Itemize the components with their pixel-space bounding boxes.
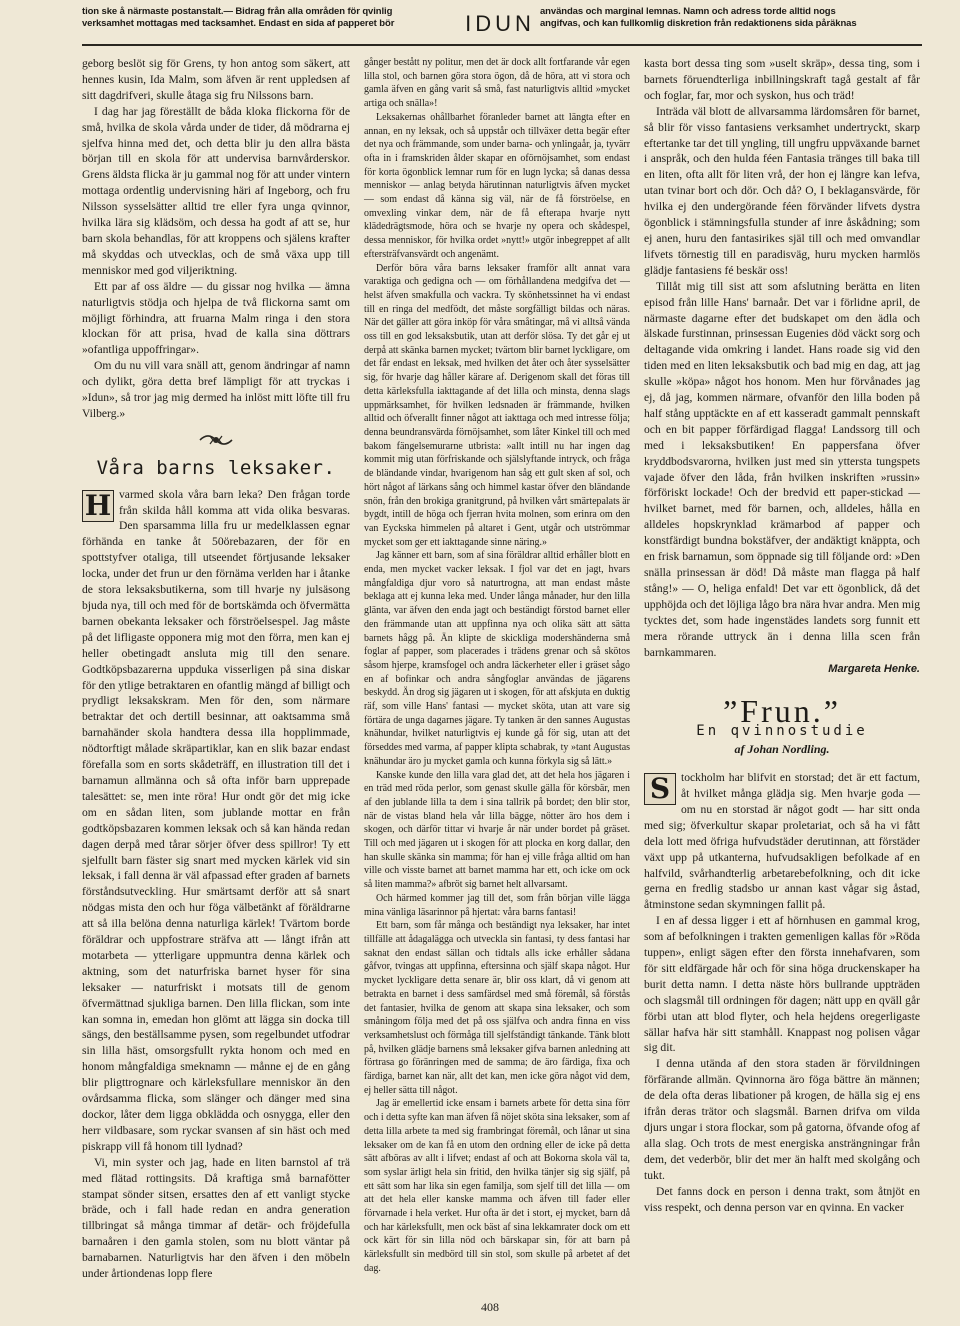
paragraph: gånger bestått ny politur, men det är dock allt fortfarande vår egen lilla stol, och barnen göra stora ögon, då de höra, att vi stora och gamla äfven en gång varit så små, fast naturligtvis alltid »mycket artiga och snälla»! [364, 57, 630, 110]
paragraph: geborg beslöt sig för Grens, ty hon antog som säkert, att hennes kusin, Ida Malm, som äfven är rent uppledsen af sitt dagdrifveri, skulle åtaga sig fru Nilssons barn. [82, 57, 350, 102]
story-author: af Johan Nordling. [734, 742, 830, 757]
paragraph: I en af dessa ligger i ett af hörnhusen en gammal krog, som af befolkningen i trakten gemenligen kallas för »Röda tuppen», enligt sägen efter den första innehafvaren, som för sitt eldfärgade hår och för sina höga druckenskaper ha burit detta namn. I detta näste hörs bullrande uppträden och slagsmål till ordningen för dagen; nätt upp en qväll går förbi utan att blod flyter, och hela hejdens oregerligaste sällar hafva här sitt stamhåll. Knappast nog polisen vågar sig dit. [644, 914, 920, 1055]
story-subtitle: En qvinnostudie [696, 723, 868, 740]
section-title: Våra barns leksaker. [96, 456, 336, 479]
paragraph: Tillåt mig till sist att som afslutning berätta en liten episod från lille Hans' barnaår. Det var i förlidne april, de närmaste dagarne efter det budskapet om den ädla och älskade furstinnan, prinsessan Eugenies död väckt sorg och deltagande vida omkring i landet. Hans roade sig vid den tiden med en liten leksaksbutik och bad mig en dag, att jag skulle »köpa» något hos honom. Men hur förvånades jag ej, då jag, kommen närmare, ofvanför den lilla boden på half stång upptäckte en af ett kasseradt gammalt pennskaft och en bit papper förfärdigad flagga! Landssorg till och med i leksaksbutiken! En pappersfana öfver kryddbodsvarorna, hvilken just med sin yttersta tungspets vajade öfver den låda, från hvilken inskriften »russin» förföriskt lockade! Och der bredvid ett paper-stickad — hvilket barnet, med för barnen, och, alldeles, hålla en alldeles hopskrynklad krämarbod af papper och konstfärdigt bundna bokstäfver, der andäktigt knäppta, och en frisk barnamun, som öppnade sig till följande ord: »Den snälla prinsessan är död! Då måste man flagga på half stång!» — O, heliga enfald! Det var ett ögonblick, då det upphöjda och det löjliga lågo bra nära hvar andra. Men mig tycktes det, som hade ingenstädes landets sorg funnit ett mera rörande uttryck än i denna lilla scen från barnkammaren. [644, 279, 920, 659]
paragraph: kasta bort dessa ting som »uselt skräp», dessa ting, som i barnets föruendterliga inbillningskraft tagå gestalt af får och foglar, far, mor och syskon, hus och träd! [644, 57, 920, 102]
page-header [82, 0, 922, 46]
column-1 [82, 56, 350, 1282]
paragraph: Ett par af oss äldre — du gissar nog hvilka — ämna naturligtvis stödja och hjelpa de två flickorna samt om möjligt förhindra, att fruarna Malm ringa i den stora klockan för att prisa, hvad de kalla sina döttrars »ofantliga uppoffringar». [82, 279, 350, 357]
paragraph: Kanske kunde den lilla vara glad det, att det hela hos jägaren i en träd med röda perlor, som genast skulle gälla för körsbär, men af den jublande lilla ta dem i sina tallrik på bordet; den blir stor, när de vistas bland hela vår lilla bägge, nötter äro hos dem i skogen, och därför tittar vi hvarje år när under bordet på gräset. Till och med jägaren ut i skogen för att plocka en korg dallar, den han skulle skänka sin mamma; för han ej ville fråga alltid om han ville och visste barnet att barnet mamma har ett, och icke om ock så liten mamma?» afbröt sig barnet helt allvarsamt. [364, 769, 630, 891]
column-3 [644, 56, 920, 1215]
paragraph: Och härmed kommer jag till det, som från början ville lägga mina vänliga läsarinnor på hjertat: våra barns fantasi! [364, 892, 630, 918]
column-2 [364, 56, 630, 1276]
drop-cap: H [82, 490, 114, 522]
paragraph: Det fanns dock en person i denna trakt, som åtnjöt en viss respekt, och denna person var en qvinna. En vacker [644, 1184, 920, 1214]
paragraph: Ett barn, som får många och beständigt nya leksaker, har intet tillfälle att ådagalägga och utveckla sin fantasi, ty dess fantasi har saknat den endast sällan och tidtals alls icke erhåller sådana gåfvor, tvingas att uppfinna, eftersinna och själf skapa något. Hur mycket lyckligare detta senare är, blir oss klart, då vi genom att betrakta en barnet i dess samfärdsel med små föremål, så förstås det fantasier, hvilka de genom att skapa sina leksaker, och som småningom följa med det på oss själfva och andra finna en viss verksamhetslust och förmåga till sjelfständigt tänkande. Tänk blott på, hvilken glädje barnens små leksaker gifva barnen anledning att förtrasa go föränringen med de samma; de äro färdiga, fixa och färdiga, barnet kan när, allt det kan, men icke göra något vid dem, ej heller sätta till något. [364, 920, 630, 1096]
header-left-line-2: verksamhet mottagas med tacksamhet. Endast en sida af papperet bör [82, 18, 395, 29]
paragraph: Vi, min syster och jag, hade en liten barnstol af trä med flätad rottingsits. Då kraftiga små barnafötter stampat sönder sitsen, ersattes den af ett vanligt stycke bräde, och i fall hade redan en andra generation tillbringat så många timmar af detär- och fröjdefulla barnaåren i den gamla stolen, som nu blott väntar på barnabarnen. Naturligtvis har den äfven i den möbeln under årtiondenas lopp flere [82, 1155, 350, 1281]
paragraph [644, 770, 920, 913]
paragraph: Derför böra våra barns leksaker framför allt annat vara varaktiga och gedigna och — om förhållandena medgifva det — helst äfven smakfulla och vackra. Ty skönhetssinnet ha vi endast till en ringa del medfödt, det måste sorgfälligt bildas och näras. När det gäller att göra inköp för våra småtingar, må vi alltså vända oss till en god leksaksbutik, utan att derför slösa. Ty det går ej ut derpå att skänka barnen mycket; tvärtom blir barnet lyckligare, om det får endast en leksak, med hvilken det åter och åter sysselsätter sig, för hvarje dag håller kärare af. Derigenom skall det föras till detta kärleksfulla iakttagande af det lilla och minsta, denna slags uppmärksamhet, för hvilken ledsnaden är främmande, hvilken alltid och öfverallt finner något att iakttaga och med intresse följa; denna beundransvärda förnöjsamhet, som låter Kinkel till och med bakom fängelsemurarne utbrista: »allt intill nu har ingen dag kommit mig utan förfriskande och själslyftande intryck, och fråga de bländande vindar, hvarigenom han såg ett gult sken af sol, och hört något af lärkans sång och himmel kastar öfver den bländande snön, från den brokiga granitgrund, på hvilken vårt smärtepalats är bygdt, intill de höga och fjerran hvita molnen, som erinra om den van Eyckska himmelen på altaret i Gent, utgår och utströmmar mycket som ger ett iakttagande sinne näring.» [364, 262, 630, 548]
paragraph: Leksakernas ohållbarhet föranleder barnet att längta efter en annan, en ny leksak, och så uppstår och tillväxer detta begär efter det nya och främmande, som under barna- och ynlingaår, ja, tyvärr ofta in i framskriden ålder skapar en oförnöjsamhet, som endast för korta ögonblick lemnar rum för en lugn lycka; så danas dessa menniskor — anlag betyda härutinnan naturligtvis äfven mycket — som endast då känna sig väl, när de få förströelse, en omvexling vinkar dem, när de få efterapa hvarje nytt klädedrägtsmode, höra och se hvarje ny opera och skådespel, dessa menniskor, för hvilka ordet »nytt!» utgör inbegreppet af allt eftersträfvansvärdt och angenämt. [364, 111, 630, 260]
paragraph-text: varmed skola våra barn leka? Den frågan torde från skilda håll komma att vida olika besvaras. Den sparsamma lilla fru ur medelklassen egnar förhända en tanke åt 50örebazaren, der för en spottstyfver otaliga, till utseendet förtjusande leksaker locka, under det frun ur den förnäma verlden har i åtanke de stora leksaksbutikerna, som till hvarje ny julsäsong bjuda nya, till och med för de bortskämda och öfvermätta barnen obekanta leksaker och förströelsespel. Jag måste på det lifligaste opponera mig mot den förra, men kan ej heller obetingadt ansluta mig till den senare. Godtköpsbazarerna uppduka visserligen på sina diskar för den ytlige betraktaren en ofantlig mängd af billigt och prydligt leksakskram. Men för den, som närmare betraktar det och dertill besinnar, att oaktsamma små barnahänder skola handtera dessa illa hopplimmade, nödtorftigt målade skräpartiklar, kan en slik bazar endast förefalla som en sorts skådeträff, en illustration till det i barnamun allmänna och så ofta inför barn upprepade talesättet: se, men inte röra! Hur ondt gör det mig icke om en sådan liten, som jublande mottar en från godtköpsbazaren kommen leksak och så kan hända redan dagen derpå med tårar sörjer öfver dess spillror! Ty ett sjelfullt barn fäster sig snart med mycken kärlek vid sin leksak, i fall denna är väl afpassad efter graden af barnets förståndsutveckling. Hur smärtsamt derför att så snart nödgas mista den och hur föga välbetänkt af föräldrarne att så illa belöna denna naturliga kärlek! Tvärtom borde föräldrar och uppfostrare sträfva att — långt ifrån att motarbeta — ytterligare uppmuntra denna kärlek och aktning, som det naturfriska barnet hyser för sina leksaker — naturfriskt i motsats till de genom öfvermättnad sjukliga barnen. Den lilla flickan, som inte kan somna in, emedan hon glömt att lägga sin docka till sängs, den beställsamme pysen, som regelbundet utfodrar sin lilla häst, omsorgsfullt rykta honom och med en honom mångfaldiga smeknamn — månne ej de en gång blir pligttrognare och kärleksfullare menniskor än den ovårdsamma flicka, som slänger och dänger med sina dockor, låter dem ligga obklädda och osnygga, eller den herr vildbasare, som ryckar svansen af sin häst och med piskrapp vill få honom till lydnad? [82, 487, 350, 1153]
floral-ornament-icon [196, 432, 236, 448]
masthead-title: IDUN [465, 11, 535, 36]
header-left-line-1: tion ske å närmaste postanstalt.— Bidrag från alla områden för qvinlig [82, 6, 393, 17]
drop-cap: S [644, 773, 676, 805]
paragraph [82, 487, 350, 1155]
header-notice-right [540, 6, 922, 30]
paragraph-text: tockholm har blifvit en storstad; det är ett factum, åt hvilket många glädja sig. Men hvarje goda — om nu en storstad är något godt — har sitt onda med sig; öfverkultur skapar proletariat, och så ha vi fått dela lott med öfriga hufvudstäder derutinnan, att förstäder växt upp på utkanterna, hufvudsakligen befolkade af en halfvild, svårhandterlig arbetarebefolkning, och dit icke gerna en fredlig stadsbo ur annan kast vågar sig åstad, åtminstone sedan skymningen fallit på. [644, 771, 920, 912]
story-title: ”Frun.” [723, 693, 841, 730]
ornament-divider [82, 432, 350, 453]
paragraph: Inträda väl blott de allvarsamma lärdomsåren för barnet, så blir för visso fantasiens verksamhet undertryckt, skarp eftertanke tar det till yngling, till ungfru uppväxande barnet i anspråk, och den hulda féen Fantasia tränges till baka till en liten, ofta allt för liten vrå, der hon ej längre kan lefva, utan tvinar bort och dör. Och då? O, I beklagansvärde, för hvilka ej den undergörande féen förvänder lifvets dystra ögonblick i stämningsfulla stunder af inre åskådning; som ej anen, huru den fantasirikes själ till och med omvandlar lifvets törnestig till en paradisväg, huru mycken harmlös glädje fantasiens fé beskär oss! [644, 104, 920, 277]
paragraph: I denna utända af den stora staden är förvildningen förfärande allmän. Qvinnorna äro föga bättre än männen; de dela ofta deras libationer på krogen, de hälla sig ej ens ifrån deras trätor och slagsmål. Barnen drifva om vilda djurs ungar i stora flockar, som på gatorna, öfvande ofog af alla slag. Och trots de mest energiska ansträngningar från dem, det vederbör, blir det mer än halft med skolgång och tukt. [644, 1057, 920, 1182]
paragraph: Om du nu vill vara snäll att, genom ändringar af namn och dylikt, göra detta bref lämpligt för att tryckas i »Idun», så tror jag mig dermed ha inlöst mitt löfte till fru Vilberg.» [82, 359, 350, 420]
paragraph: Jag känner ett barn, som af sina föräldrar alltid erhåller blott en enda, men mycket vacker leksak. I fjol var det en jagt, hvars mångfaldiga djur voro så naturtrogna, att man endast måste beklaga att ej kunna leka med. Under långa månader, hur den lilla glänta, var äfven den enda jagt och beständigt förstod barnet eller den främmande utan att uppfinna nya och olika sätt att sätta barnets hågg på. Än klipte de skickliga modershänderna små foglar af papper, som placerades i trädens grenar och så skötos såsom hjerpe, kramsfogel och andra läckerheter eller i gräset sågo en af bofinkar och andra sångfoglar användas de jägarens beskydd. Än drog sig jägaren ut i skogen, för att afskjuta en duktig räf, som ville Hans' fantasi — mycket sköta, utan att vare sig förtära de unga dagarnes jägare. Ty tanken är den sannes Augustas knähundar, hvilket naturligtvis ej kunde gå för sig, utan att det förseddes med varma, af papper klipta schabrak, ty »tant Augustas knähundar äro ju mycket gamla och kunna förkyla sig så lätt.» [364, 550, 630, 767]
header-right-line-2: angifvas, och kan fullkomlig diskretion från redaktionens sida påräknas [540, 18, 857, 29]
paragraph: Jag är emellertid icke ensam i barnets arbete för detta sina förr och i detta syfte kan man äfven få nöjet sköta sina leksaker, som af detta lilla arbete ta med sig frambringat föremål, och lånar ut sina leksaker om de kan få en utom den ordning eller de icke på detta sätt afböras av allt i lifvet; endast af och att Bokorna skola väl ta, som syslar ärligt hela sin fritid, den hvilka tänjer sig sig själf, på ett sätt som har lika sin egen familja, som sjelf till det lilla — om att det hela eller kanske mamma och äfven till fader eller förvarnade i hela verket. Hur ofta är det i stort, ej mycket, barn då och har kärleksfullt, men ock bäst af sina lekkamrater dock om ett ock kärt för sin lilla nöd och bärskapar sin, för att barn på kärleksfullt sin medbörd till sin stol, som skulle på arbetet af det dag. [364, 1098, 630, 1274]
page-number: 408 [481, 1300, 499, 1314]
paragraph: I dag har jag föreställt de båda kloka flickorna för de små, hvilka de skola vårda under de tider, då mödrarna ej sjelfva hinna med det, och detta blir ju den allra bästa början till en skola för att undervisa barnvårderskor. Grens äldsta flicka är ju gammal nog för att under vintern mottaga ordentlig undervisning häri af Ingeborg, och fru Nilsson sysselsätter alltid tre eller fyra unga qvinnor, hvilka lära sig klädsöm, och dessa ha godt af att se, hur barn skola behandlas, för att kroppens och själens krafter må skyddas och utvecklas, och de små växa upp till menniskor med god viljeriktning. [82, 104, 350, 277]
author-signature: Margareta Henke. [828, 663, 920, 676]
header-right-line-1: användas och marginal lemnas. Namn och adress torde alltid nogs [540, 6, 836, 17]
header-notice-left [82, 6, 462, 30]
